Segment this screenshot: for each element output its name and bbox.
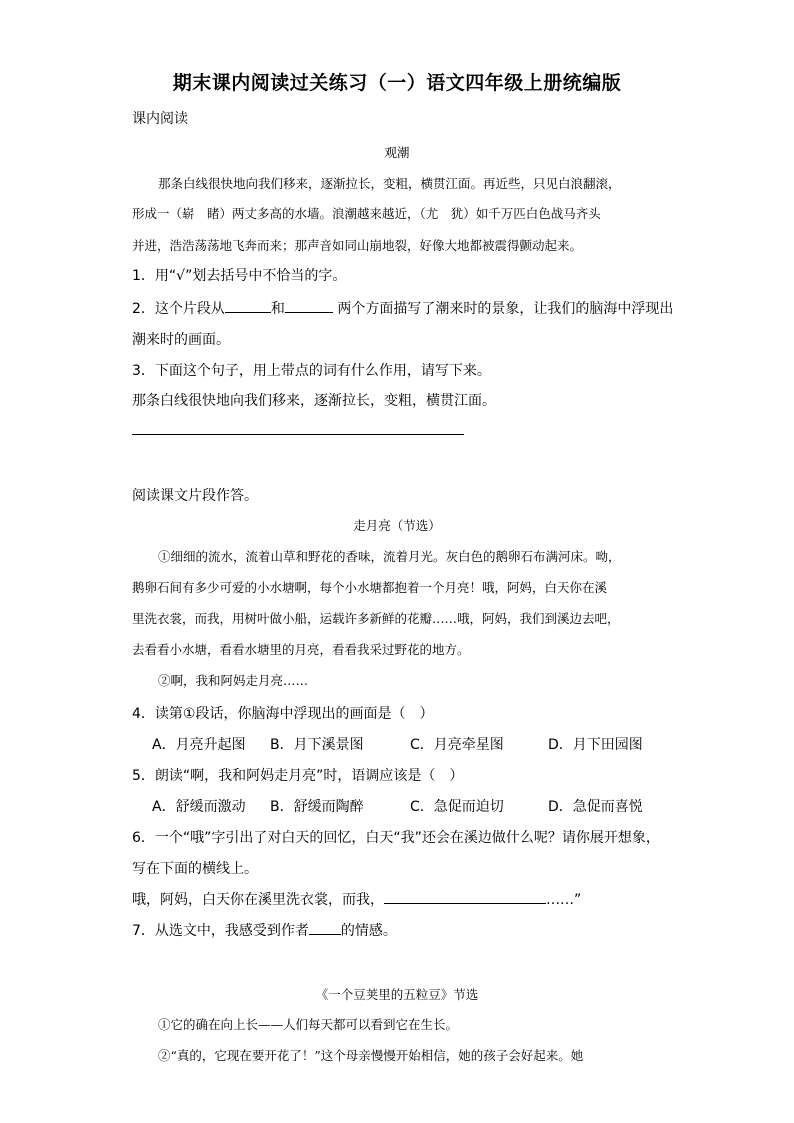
passage-line: 并进，浩浩荡荡地飞奔而来；那声音如同山崩地裂，好像大地都被震得颤动起来。 — [132, 238, 583, 253]
question-text: 两个方面描写了潮来时的景象，让我们的脑海中浮现出 — [332, 301, 674, 317]
option-c[interactable]: C．月亮牵星图 — [410, 737, 504, 753]
question-text: 的情感。 — [340, 923, 397, 939]
passage-line: 去看看小水塘，看看水塘里的月亮，看看我采过野花的地方。 — [132, 642, 470, 657]
fill-blank[interactable] — [225, 298, 271, 313]
option-b[interactable]: B．舒缓而陶醉 — [270, 799, 364, 815]
question-2 — [132, 298, 673, 318]
fill-blank[interactable] — [309, 920, 341, 935]
passage-line: 里洗衣裳，而我，用树叶做小船，运载许多新鲜的花瓣……哦，阿妈，我们到溪边去吧， — [132, 611, 620, 626]
passage-line: ②啊，我和阿妈走月亮…… — [158, 673, 309, 688]
question-4: 4．读第①段话，你脑海中浮现出的画面是（ ） — [132, 706, 434, 722]
passage-line: ①它的确在向上长——人们每天都可以看到它在生长。 — [158, 1017, 459, 1032]
question-text: 2．这个片段从 — [132, 301, 225, 317]
option-c[interactable]: C．急促而迫切 — [410, 799, 504, 815]
passage-line: 形成一（崭 睹）两丈多高的水墙。浪潮越来越近，（尤 犹）如千万匹白色战马齐头 — [132, 206, 601, 221]
passage-line: 那条白线很快地向我们移来，逐渐拉长，变粗，横贯江面。再近些，只见白浪翻滚， — [158, 176, 621, 191]
question-6: 6．一个“哦”字引出了对白天的回忆，白天“我”还会在溪边做什么呢？请你展开想象， — [132, 830, 660, 846]
section-heading: 阅读课文片段作答。 — [132, 488, 258, 504]
question-5: 5．朗读“啊，我和阿妈走月亮”时，语调应该是（ ） — [132, 768, 464, 784]
question-3-sentence: 那条白线很快地向我们移来，逐渐拉长，变粗，横贯江面。 — [132, 393, 496, 409]
passage-title: 《一个豆荚里的五粒豆》节选 — [315, 987, 479, 1002]
option-a[interactable]: A．舒缓而激动 — [152, 799, 246, 815]
option-a[interactable]: A．月亮升起图 — [152, 737, 246, 753]
question-text: 哦，阿妈，白天你在溪里洗衣裳，而我， — [132, 892, 384, 908]
question-text: 7．从选文中，我感受到作者 — [132, 923, 309, 939]
passage-line: ②“真的，它现在要开花了！”这个母亲慢慢开始相信，她的孩子会好起来。她 — [158, 1048, 584, 1063]
page-title: 期末课内阅读过关练习（一）语文四年级上册统编版 — [172, 72, 622, 94]
question-6-cont: 写在下面的横线上。 — [132, 861, 258, 877]
option-d[interactable]: D．月下田园图 — [548, 737, 643, 753]
question-text: 和 — [270, 301, 285, 317]
fill-blank[interactable] — [384, 889, 546, 904]
answer-line[interactable] — [132, 434, 464, 435]
question-2-cont: 潮来时的画面。 — [132, 332, 230, 348]
passage-line: 鹅卵石间有多少可爱的小水塘啊，每个小水塘都抱着一个月亮！哦，阿妈，白天你在溪 — [132, 580, 608, 595]
option-d[interactable]: D．急促而喜悦 — [548, 799, 643, 815]
passage-title: 观潮 — [384, 145, 410, 160]
question-1: 1．用“√”划去括号中不恰当的字。 — [132, 268, 347, 284]
fill-blank[interactable] — [285, 298, 333, 313]
section-heading: 课内阅读 — [132, 111, 188, 127]
question-3: 3．下面这个句子，用上带点的词有什么作用，请写下来。 — [132, 363, 491, 379]
question-6-prompt — [132, 889, 581, 909]
question-7 — [132, 920, 397, 940]
question-text: ……” — [546, 892, 582, 908]
passage-line: ①细细的流水，流着山草和野花的香味，流着月光。灰白色的鹅卵石布满河床。呦， — [158, 549, 621, 564]
option-b[interactable]: B．月下溪景图 — [270, 737, 364, 753]
passage-title: 走月亮（节选） — [353, 518, 441, 533]
